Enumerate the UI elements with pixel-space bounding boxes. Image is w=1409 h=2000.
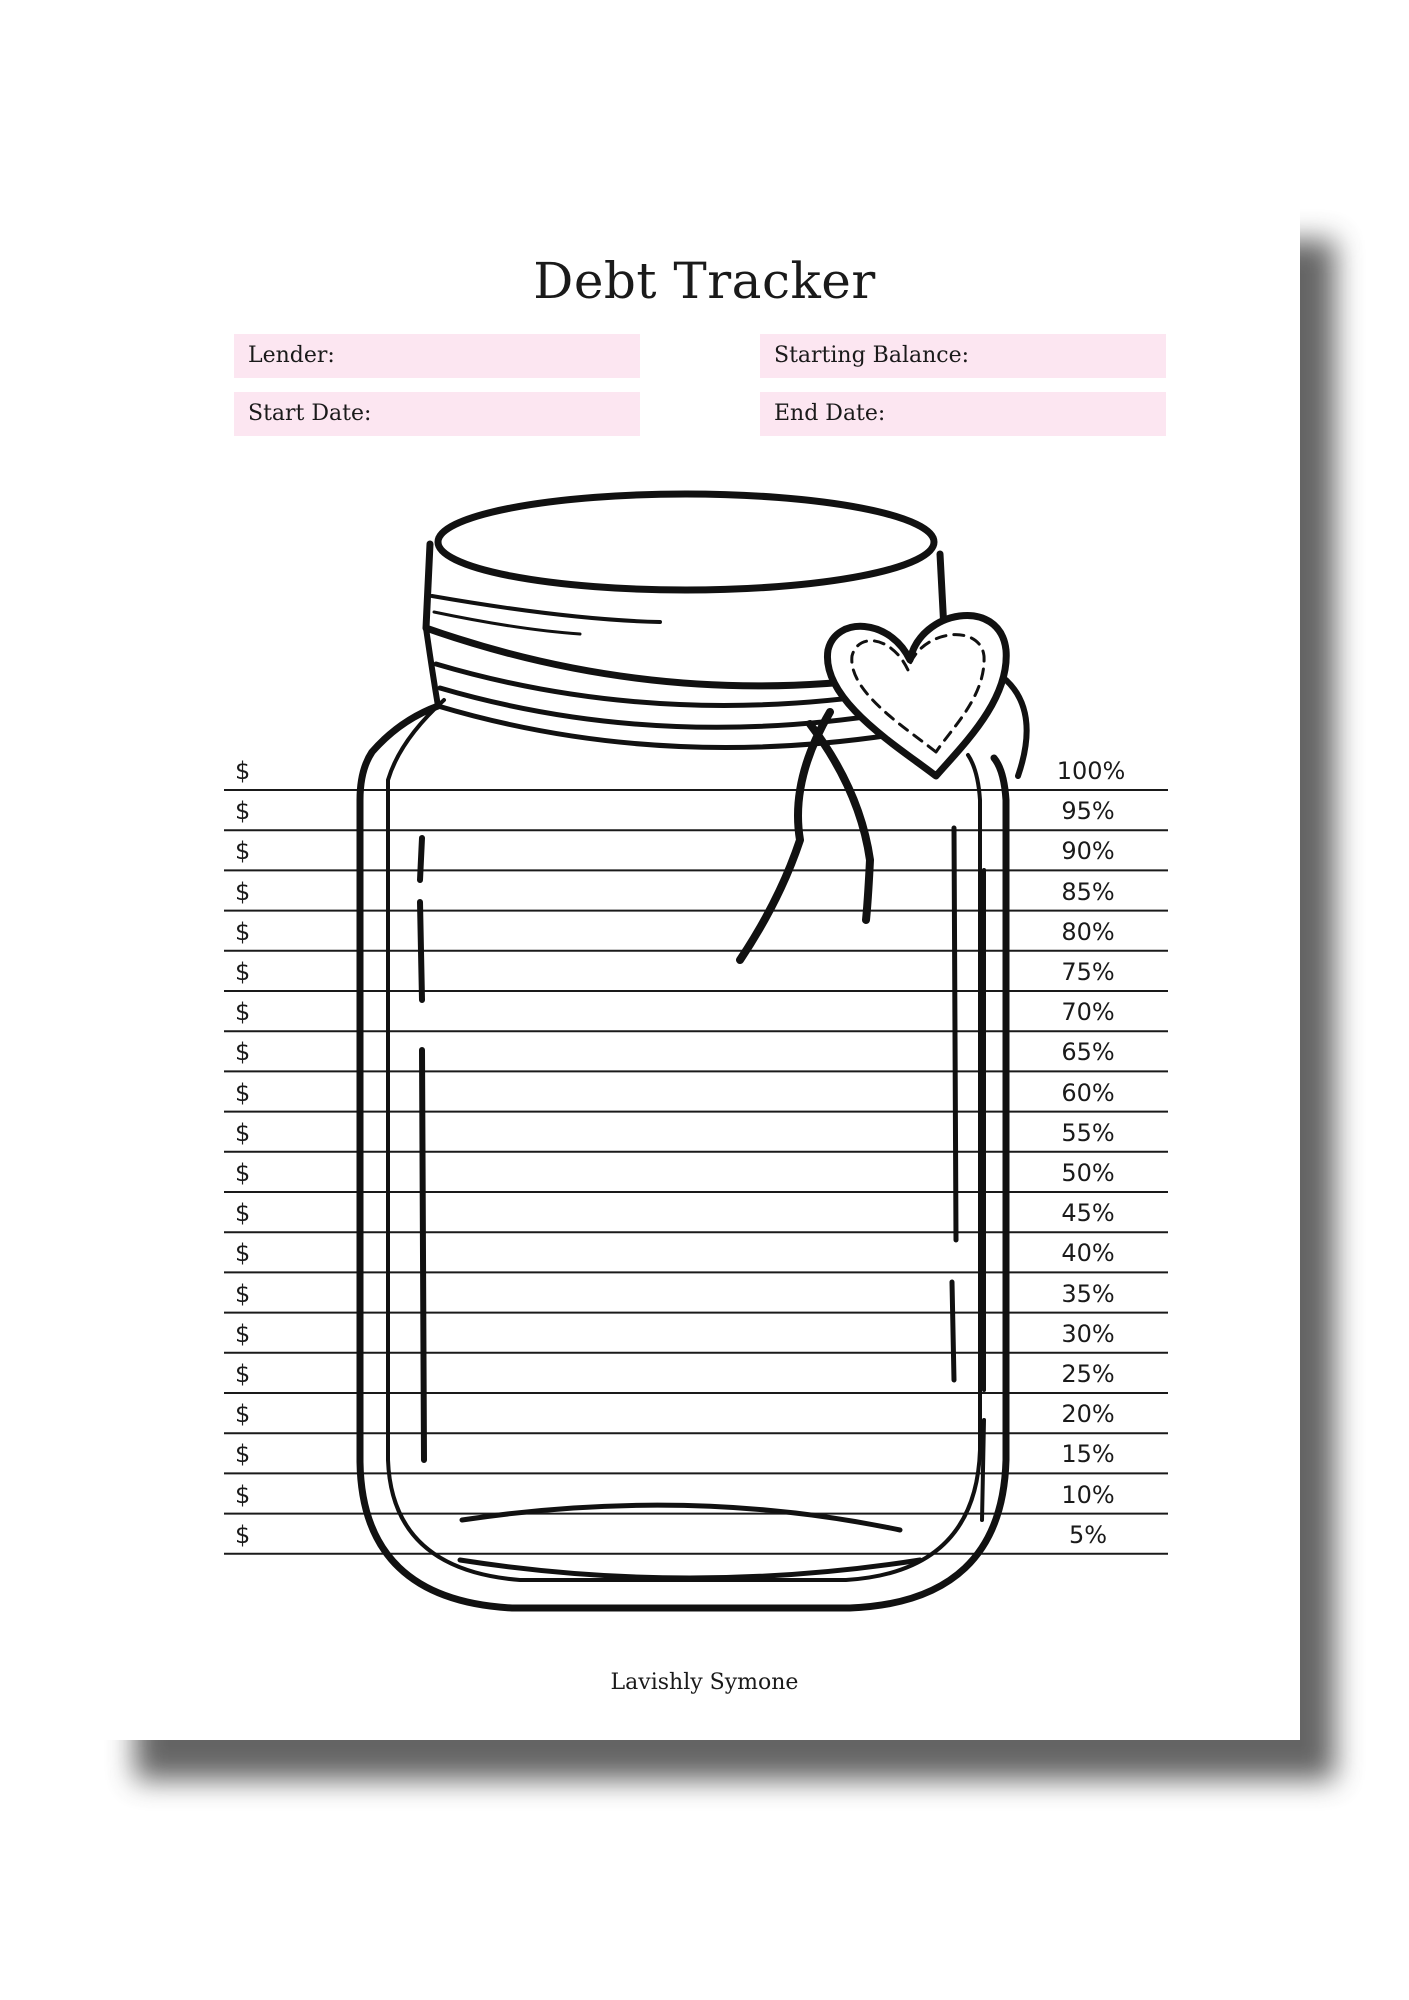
dollar-amount-slot[interactable]: $: [235, 877, 251, 906]
percent-label: 50%: [1061, 1159, 1115, 1187]
dollar-amount-slot[interactable]: $: [235, 917, 251, 946]
dollar-amount-slot[interactable]: $: [235, 797, 251, 826]
dollar-amount-slot[interactable]: $: [235, 1118, 251, 1147]
tracker-lines: [224, 790, 1168, 1554]
percent-label: 20%: [1061, 1400, 1115, 1429]
percent-label: 40%: [1061, 1239, 1115, 1268]
dollar-amount-slot[interactable]: $: [235, 1480, 251, 1509]
percent-label: 60%: [1061, 1078, 1115, 1107]
dollar-amount-slot[interactable]: $: [235, 837, 251, 866]
dollar-amount-slot[interactable]: $: [235, 1319, 251, 1348]
jar-lid-top: [438, 494, 934, 590]
percent-label: 5%: [1068, 1520, 1108, 1549]
percent-label: 10%: [1061, 1480, 1115, 1509]
dollar-amount-slot[interactable]: $: [235, 1159, 251, 1187]
dollar-amount-slot[interactable]: $: [235, 1520, 251, 1549]
dollar-amount-slot[interactable]: $: [235, 1078, 251, 1107]
page-title: Debt Tracker: [533, 252, 876, 310]
percent-label: 75%: [1061, 958, 1115, 986]
dollar-amount-slot[interactable]: $: [235, 1199, 251, 1228]
brand-footer: Lavishly Symone: [610, 1670, 799, 1695]
percent-label: 100%: [1056, 757, 1126, 785]
heart-tag-icon: [827, 615, 1006, 776]
start-date-label: Start Date:: [248, 401, 372, 426]
percent-label: 45%: [1061, 1199, 1115, 1228]
percent-label: 95%: [1061, 797, 1115, 826]
percent-label: 90%: [1061, 837, 1115, 866]
percent-label: 85%: [1061, 877, 1115, 906]
percent-label: 55%: [1061, 1118, 1115, 1147]
dollar-amount-slot[interactable]: $: [235, 1440, 251, 1469]
percent-label: 25%: [1061, 1360, 1115, 1388]
dollar-amount-slot[interactable]: $: [235, 1239, 251, 1268]
percent-label: 30%: [1061, 1319, 1115, 1348]
dollar-amount-slot[interactable]: $: [235, 1360, 251, 1388]
dollar-amount-slot[interactable]: $: [235, 1400, 251, 1429]
dollar-amount-slot[interactable]: $: [235, 757, 251, 785]
dollar-amount-slot[interactable]: $: [235, 1038, 251, 1067]
dollar-amount-slot[interactable]: $: [235, 1279, 251, 1308]
dollar-amount-slot[interactable]: $: [235, 958, 251, 986]
percent-label: 80%: [1061, 917, 1115, 946]
dollar-amount-slot[interactable]: $: [235, 998, 251, 1027]
percent-label: 35%: [1061, 1279, 1115, 1308]
percent-label: 15%: [1061, 1440, 1115, 1469]
lender-label: Lender:: [248, 343, 335, 368]
percent-label: 70%: [1061, 998, 1115, 1027]
starting-balance-label: Starting Balance:: [774, 343, 970, 368]
end-date-label: End Date:: [774, 401, 886, 426]
percent-label: 65%: [1061, 1038, 1115, 1067]
